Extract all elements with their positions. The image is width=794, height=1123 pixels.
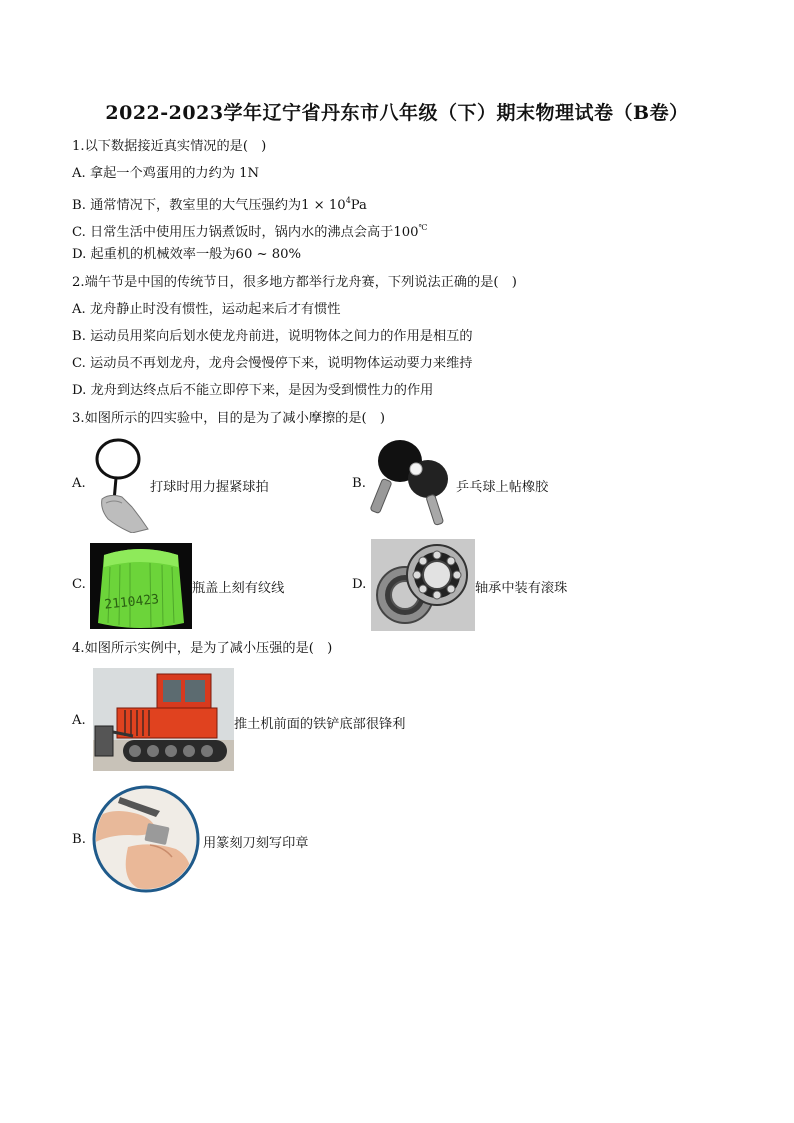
q1-stem: 1.以下数据接近真实情况的是( ) — [72, 139, 267, 154]
q3-stem: 3.如图所示的四实验中，目的是为了减小摩擦的是( ) — [72, 411, 385, 426]
q4-stem: 4.如图所示实例中，是为了减小压强的是( ) — [72, 641, 333, 656]
bulldozer-image — [93, 668, 234, 771]
seal-carving-image — [90, 785, 202, 893]
page-title: 2022-2023学年辽宁省丹东市八年级（下）期末物理试卷（B卷） — [105, 102, 689, 124]
racket-image — [92, 437, 150, 533]
q3-option-b-text: 乒乓球上帖橡胶 — [456, 480, 549, 495]
q3-option-d-letter: D. — [352, 577, 367, 592]
cap-print-text: 2110423 — [103, 592, 160, 613]
q2-stem: 2.端午节是中国的传统节日，很多地方都举行龙舟赛，下列说法正确的是( ) — [72, 275, 517, 290]
q1-option-d: D. 起重机的机械效率一般为60 ~ 80% — [72, 247, 302, 262]
q2-option-d: D. 龙舟到达终点后不能立即停下来，是因为受到惯性力的作用 — [72, 383, 434, 398]
q1-option-a: A. 拿起一个鸡蛋用的力约为 1N — [72, 166, 260, 181]
q3-option-c-letter: C. — [72, 577, 86, 592]
q4-option-b-letter: B. — [72, 832, 86, 847]
bearing-image — [371, 539, 475, 631]
q2-option-c: C. 运动员不再划龙舟，龙舟会慢慢停下来，说明物体运动要力来维持 — [72, 356, 473, 371]
q3-option-b-letter: B. — [352, 476, 366, 491]
q1-option-b: B. 通常情况下，教室里的大气压强约为$1 \times 10^4Pa$ — [72, 196, 367, 213]
bottle-cap-image — [90, 543, 192, 629]
ping-pong-paddle-image — [370, 439, 458, 529]
q3-option-a-text: 打球时用力握紧球拍 — [150, 480, 269, 495]
q3-option-a-letter: A. — [72, 476, 86, 491]
q4-option-b-text: 用篆刻刀刻写印章 — [203, 836, 309, 851]
q3-option-d-text: 轴承中装有滚珠 — [475, 581, 568, 596]
q2-option-b: B. 运动员用桨向后划水使龙舟前进，说明物体之间力的作用是相互的 — [72, 329, 473, 344]
q3-option-c-text: 瓶盖上刻有纹线 — [192, 581, 285, 596]
q2-option-a: A. 龙舟静止时没有惯性，运动起来后才有惯性 — [72, 302, 341, 317]
q4-option-a-text: 推土机前面的铁铲底部很锋利 — [234, 717, 406, 732]
q4-option-a-letter: A. — [72, 713, 86, 728]
q1-option-c: C. 日常生活中使用压力锅煮饭时，锅内水的沸点会高于100℃ — [72, 223, 428, 240]
